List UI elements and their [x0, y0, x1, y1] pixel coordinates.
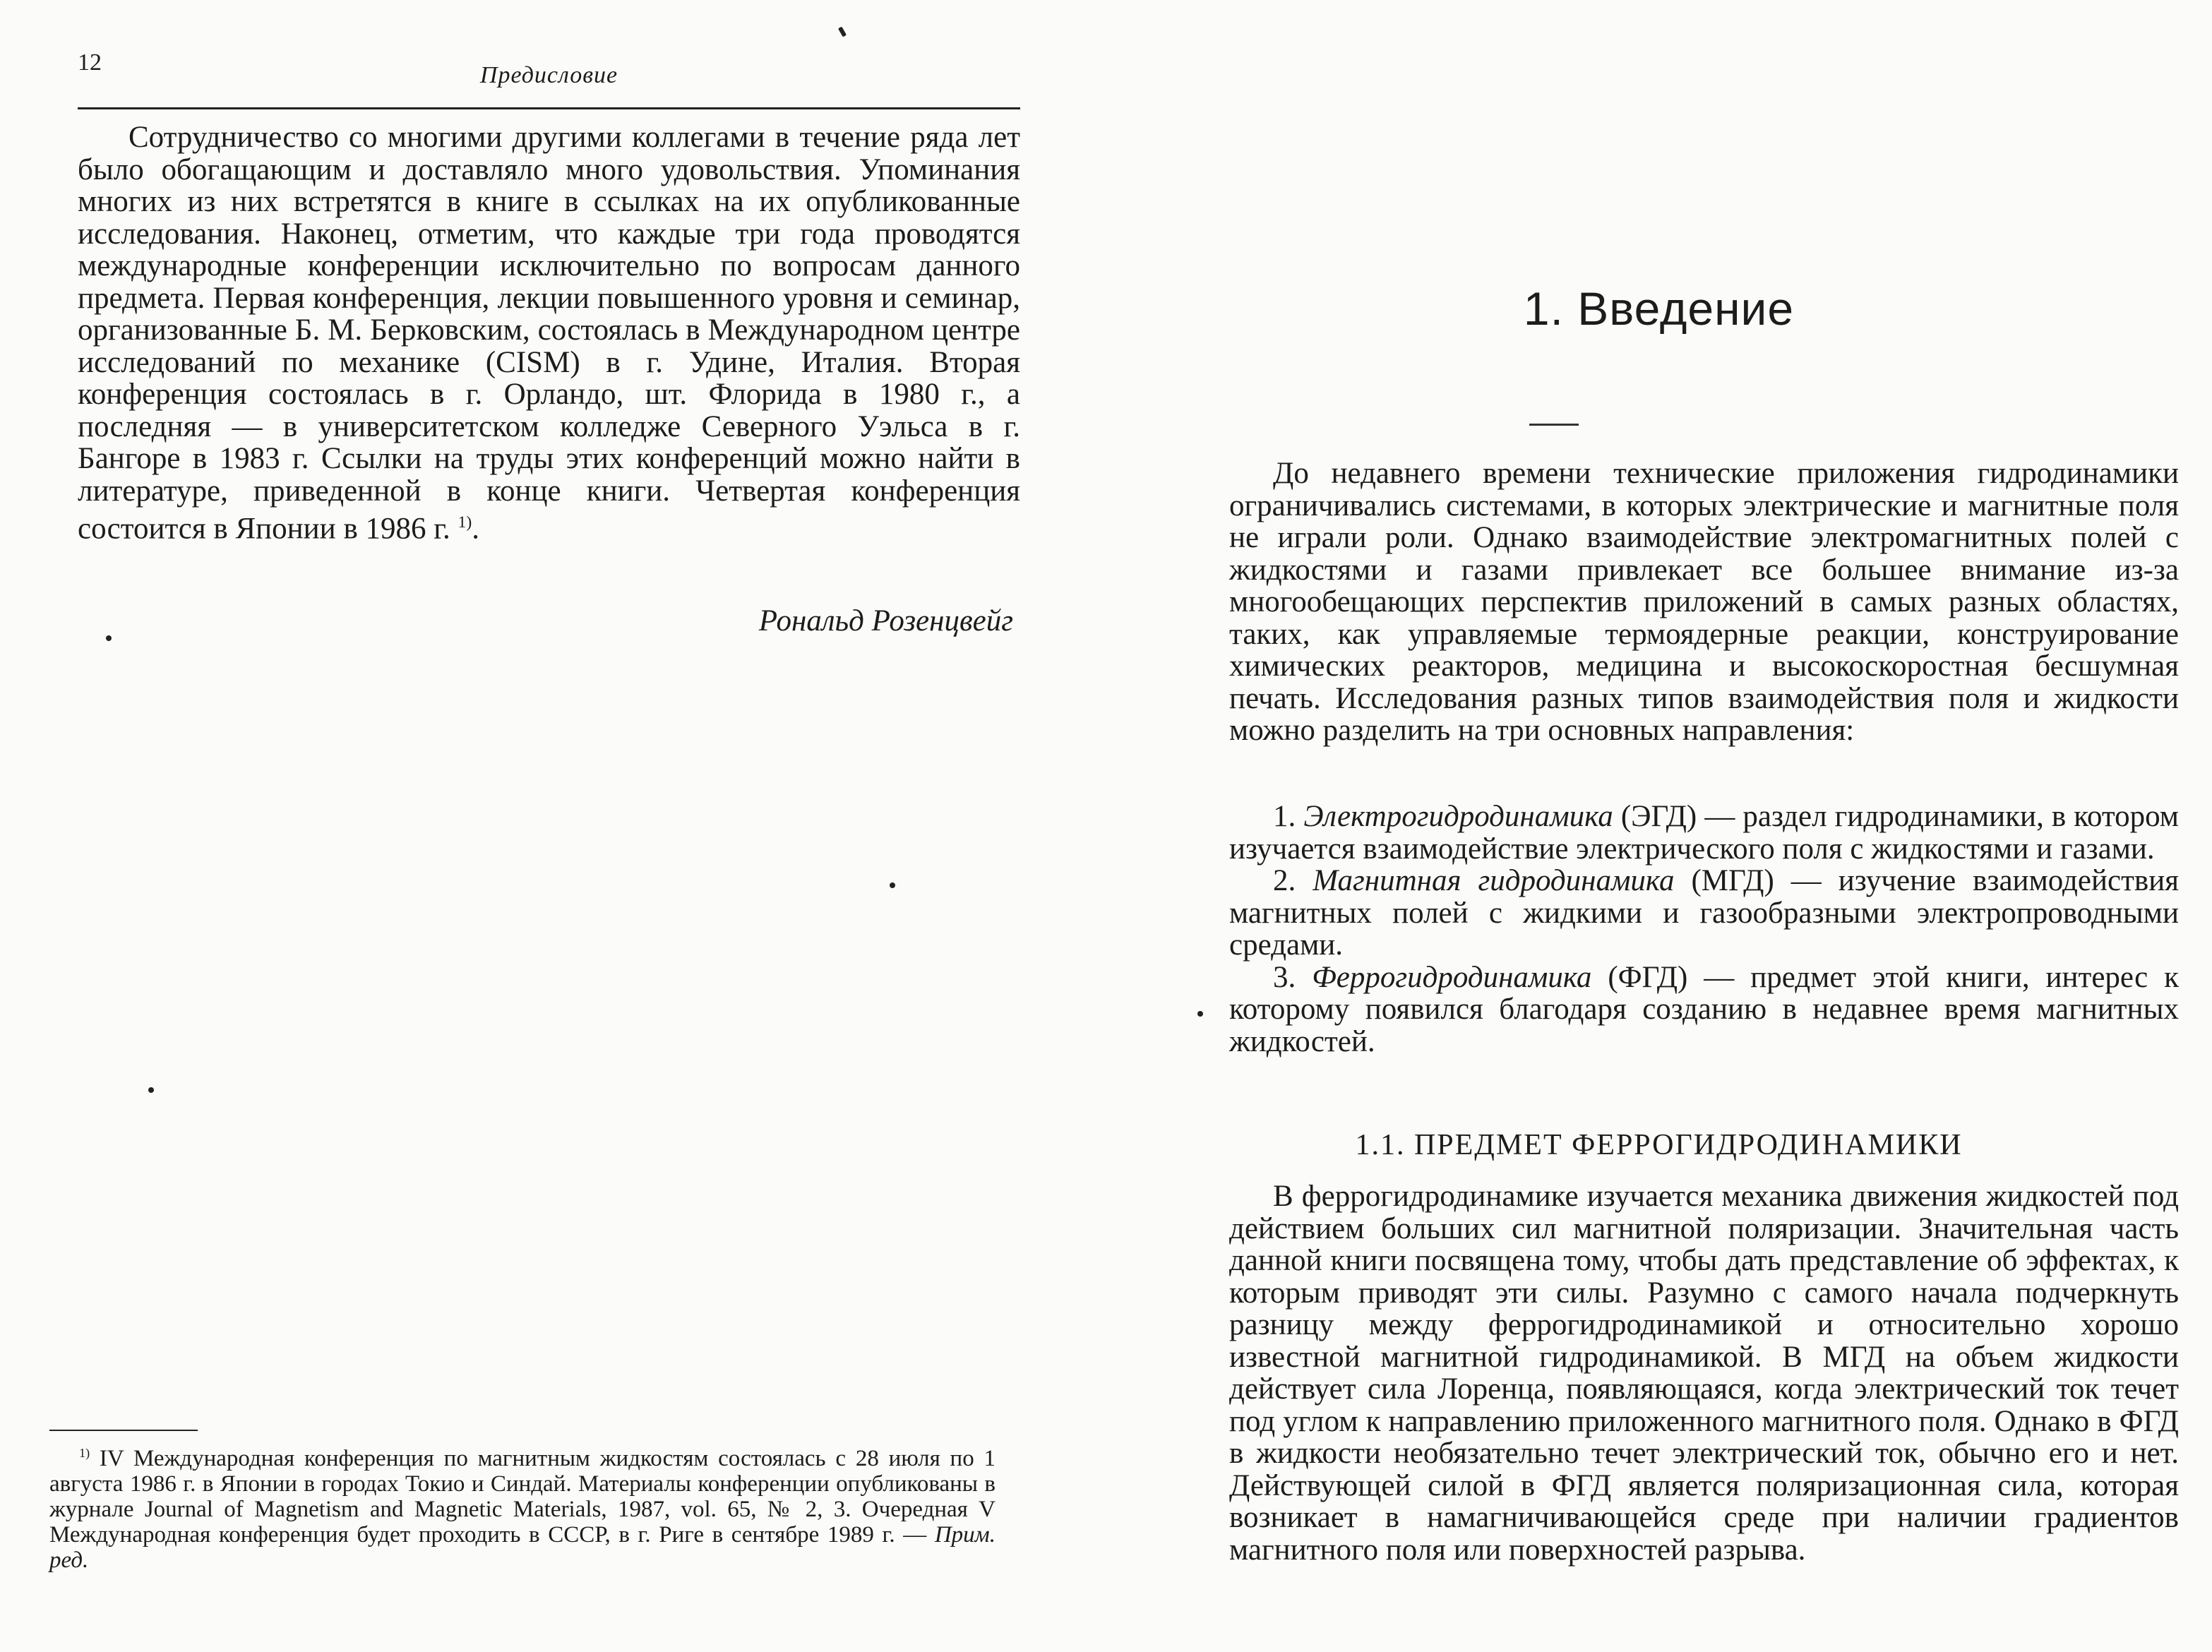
footnote [49, 1440, 996, 1573]
directions-list [1229, 801, 2179, 1058]
footnote-text: IV Международная конференция по магнитным жидкостям состоялась с 28 июля по 1 августа 1986 г. в Японии в городах Токио и Синдай. Материалы конференции опубликованы в журнале Journal of Magnetism and Magnetic Materials, 1987, vol. 65, № 2, 3. Очередная V Международная конференция будет проходить в СССР, в г. Риге в сентябре 1989 г. — [49, 1446, 996, 1548]
print-speck [890, 882, 895, 888]
item-number: 1. [1273, 800, 1296, 833]
item-text: (ФГД) — предмет этой книги, интерес к которому появился благодаря созданию в недавнее время магнитных жидкостей. [1229, 960, 2179, 1058]
item-term: Феррогидродинамика [1312, 960, 1592, 994]
preface-paragraph: Сотрудничество со многими другими коллегами в течение ряда лет было обогащающим и доставляло много удовольствия. Упоминания многих из них встретятся в книге в ссылках на их опубликованные исследования. Наконец, отметим, что каждые три года проводятся международные конференции исключительно по вопросам данного предмета. Первая конференция, лекции повышенного уровня и семинар, организованные Б. М. Берковским, состоялась в Международном центре исследований по механике (CISM) в г. Удине, Италия. Вторая конференция состоялась в г. Орландо, шт. Флорида в 1980 г., а последняя — в университетском колледже Северного Уэльса в г. Бангоре в 1983 г. Ссылки на труды этих конференций можно найти в литературе, приведенной в конце книги. Четвертая конференция состоится в Японии в 1986 г. $^{1)}$. [78, 121, 1020, 546]
item-number: 2. [1273, 864, 1296, 897]
intro-paragraph: До недавнего времени технические приложения гидродинамики ограничивались системами, в которых электрические и магнитные поля не играли роли. Однако взаимодействие электромагнитных полей с жидкостями и газами привлекает все большее внимание из-за многообещающих перспектив приложений в самых разных областях, таких, как управляемые термоядерные реакции, конструирование химических реакторов, медицина и высокоскоростная бесшумная печать. Исследования разных типов взаимодействия поля и жидкости можно разделить на три основных направления: [1229, 457, 2179, 747]
item-number: 3. [1273, 960, 1296, 994]
preface-text: Сотрудничество со многими другими коллегами в течение ряда лет было обогащающим и доставляло много удовольствия. Упоминания многих из них встретятся в книге в ссылках на их опубликованные исследования. Наконец, отметим, что каждые три года проводятся международные конференции исключительно по вопросам данного предмета. Первая конференция, лекции повышенного уровня и семинар, организованные Б. М. Берковским, состоялась в Международном центре исследований по механике (CISM) в г. Удине, Италия. Вторая конференция состоялась в г. Орландо, шт. Флорида в 1980 г., а последняя — в университетском колледже Северного Уэльса в г. Бангоре в 1983 г. Ссылки на труды этих конференций можно найти в литературе, приведенной в конце книги. Четвертая конференция состоится в Японии в 1986 г. [78, 121, 1020, 546]
section-paragraph: В феррогидродинамике изучается механика движения жидкостей под действием больших сил магнитной поляризации. Значительная часть данной книги посвящена тому, чтобы дать представление об эффектах, к которым приводят эти силы. Разумно с самого начала подчеркнуть разницу между феррогидродинамикой и относительно хорошо известной магнитной гидродинамикой. В МГД на объем жидкости действует сила Лоренца, появляющаяся, когда электрический ток течет под углом к направлению приложенного магнитного поля. Однако в ФГД в жидкости необязательно течет электрический ток, обычно его и нет. Действующей силой в ФГД является поляризационная сила, которая возникает в намагничивающейся среде при наличии градиентов магнитного поля или поверхностей разрыва. [1229, 1180, 2179, 1567]
print-speck [148, 1087, 154, 1093]
item-text: (МГД) — изучение взаимодействия магнитных полей с жидкими и газообразными электропроводными средами. [1229, 864, 2179, 962]
chapter-title: 1. Введение [1523, 282, 1795, 335]
section-heading: 1.1. ПРЕДМЕТ ФЕРРОГИДРОДИНАМИКИ [1355, 1129, 1963, 1161]
footnote-rule [49, 1430, 198, 1431]
list-item [1229, 865, 2179, 962]
print-speck [1197, 1011, 1203, 1017]
footnote-reference: 1) [458, 513, 472, 532]
page-number: 12 [78, 49, 102, 76]
footnote-marker: 1) [79, 1446, 90, 1460]
right-page [1106, 0, 2212, 1652]
header-rule [78, 107, 1020, 109]
item-term: Электрогидродинамика [1303, 800, 1613, 833]
item-term: Магнитная гидродинамика [1313, 864, 1675, 897]
footnote-signoff: Прим. ред. [49, 1522, 996, 1573]
item-text: (ЭГД) — раздел гидродинамики, в котором изучается взаимодействие электрического поля с жидкостями и газами. [1229, 800, 2180, 866]
running-head: Предисловие [479, 62, 618, 88]
author-signature: Рональд Розенцвейг [758, 604, 1013, 638]
print-mark [1529, 424, 1579, 426]
print-speck [106, 635, 112, 641]
list-item [1229, 801, 2179, 865]
list-item [1229, 962, 2179, 1058]
print-speck [838, 26, 847, 37]
